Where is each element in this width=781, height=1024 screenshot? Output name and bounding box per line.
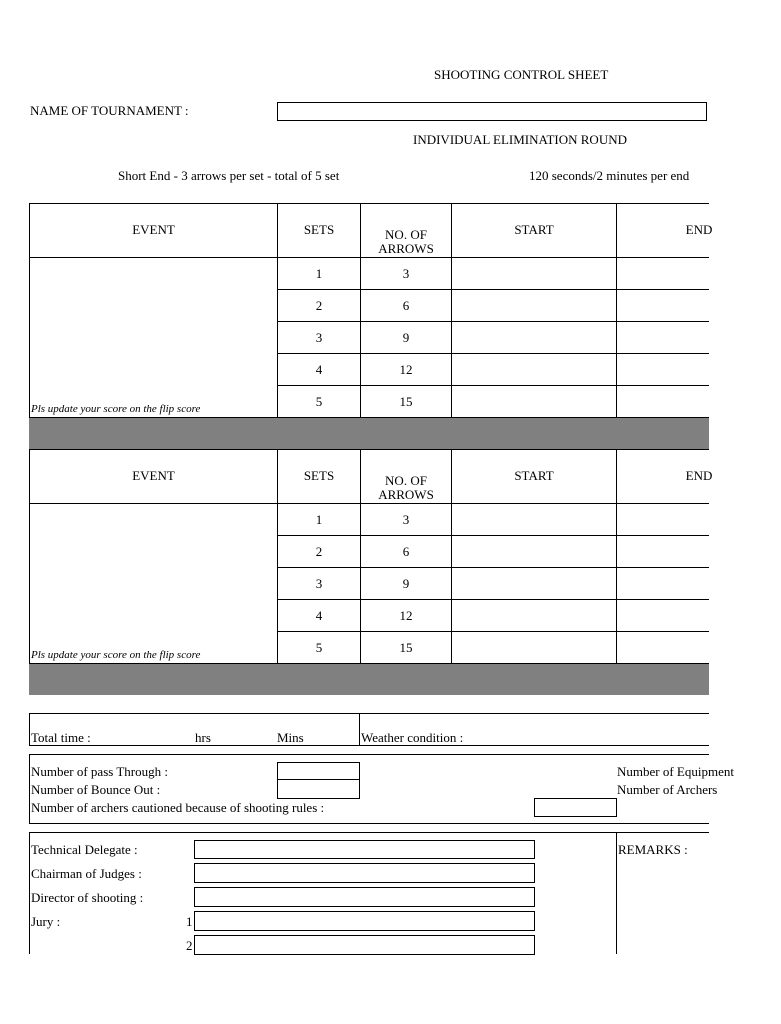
tournament-name-field[interactable] [277,102,707,121]
hrs-label: hrs [195,730,211,745]
set-cell: 4 [315,608,323,623]
director-label: Director of shooting : [31,890,144,905]
sets-header: SETS [303,222,335,237]
cautioned-label: Number of archers cautioned because of shooting rules : [31,800,325,815]
set-cell: 3 [315,576,323,591]
grey-divider [29,664,709,695]
arrows-cell: 15 [399,394,413,409]
jury-number-2: 2 [186,938,193,953]
arrows-cell: 9 [402,576,410,591]
technical-delegate-field[interactable] [194,840,535,859]
jury-2-field[interactable] [194,935,535,955]
start-header: START [514,222,554,237]
round-title: INDIVIDUAL ELIMINATION ROUND [413,132,627,147]
arrows-header-line2: ARROWS [378,241,434,256]
remarks-label: REMARKS : [618,842,688,857]
bounce-out-label: Number of Bounce Out : [31,782,161,797]
arrows-cell: 3 [402,512,410,527]
pass-through-label: Number of pass Through : [31,764,168,779]
cautioned-field[interactable] [534,798,617,817]
set-cell: 5 [315,640,323,655]
bounce-out-field[interactable] [277,779,360,799]
end-header: END [685,468,713,483]
mins-label: Mins [277,730,304,745]
set-cell: 2 [315,544,323,559]
tournament-label: NAME OF TOURNAMENT : [30,103,189,118]
weather-label: Weather condition : [361,730,464,745]
event-header: EVENT [132,468,175,483]
jury-1-field[interactable] [194,911,535,931]
arrows-cell: 15 [399,640,413,655]
chairman-field[interactable] [194,863,535,883]
short-end-info: Short End - 3 arrows per set - total of 5 set [118,168,340,183]
set-cell: 3 [315,330,323,345]
arrows-cell: 6 [402,544,410,559]
archers-label: Number of Archers [617,782,718,797]
pass-through-field[interactable] [277,762,360,780]
technical-delegate-label: Technical Delegate : [31,842,138,857]
equipment-label: Number of Equipment [617,764,734,779]
arrows-cell: 12 [399,362,413,377]
flip-score-note: Pls update your score on the flip score [31,403,201,415]
set-cell: 5 [315,394,323,409]
grey-divider [29,418,709,449]
total-time-label: Total time : [31,730,91,745]
set-cell: 4 [315,362,323,377]
end-header: END [685,222,713,237]
set-cell: 1 [315,512,323,527]
director-field[interactable] [194,887,535,907]
start-header: START [514,468,554,483]
event-header: EVENT [132,222,175,237]
sets-header: SETS [303,468,335,483]
arrows-cell: 6 [402,298,410,313]
set-cell: 2 [315,298,323,313]
arrows-header-line1: NO. OF [385,473,427,488]
arrows-header-line1: NO. OF [385,227,427,242]
chairman-label: Chairman of Judges : [31,866,142,881]
arrows-cell: 9 [402,330,410,345]
set-cell: 1 [315,266,323,281]
time-per-end-info: 120 seconds/2 minutes per end [529,168,690,183]
flip-score-note: Pls update your score on the flip score [31,649,201,661]
arrows-cell: 3 [402,266,410,281]
sheet-title: SHOOTING CONTROL SHEET [434,67,609,82]
jury-number-1: 1 [186,914,193,929]
arrows-header-line2: ARROWS [378,487,434,502]
jury-label: Jury : [31,914,61,929]
arrows-cell: 12 [399,608,413,623]
